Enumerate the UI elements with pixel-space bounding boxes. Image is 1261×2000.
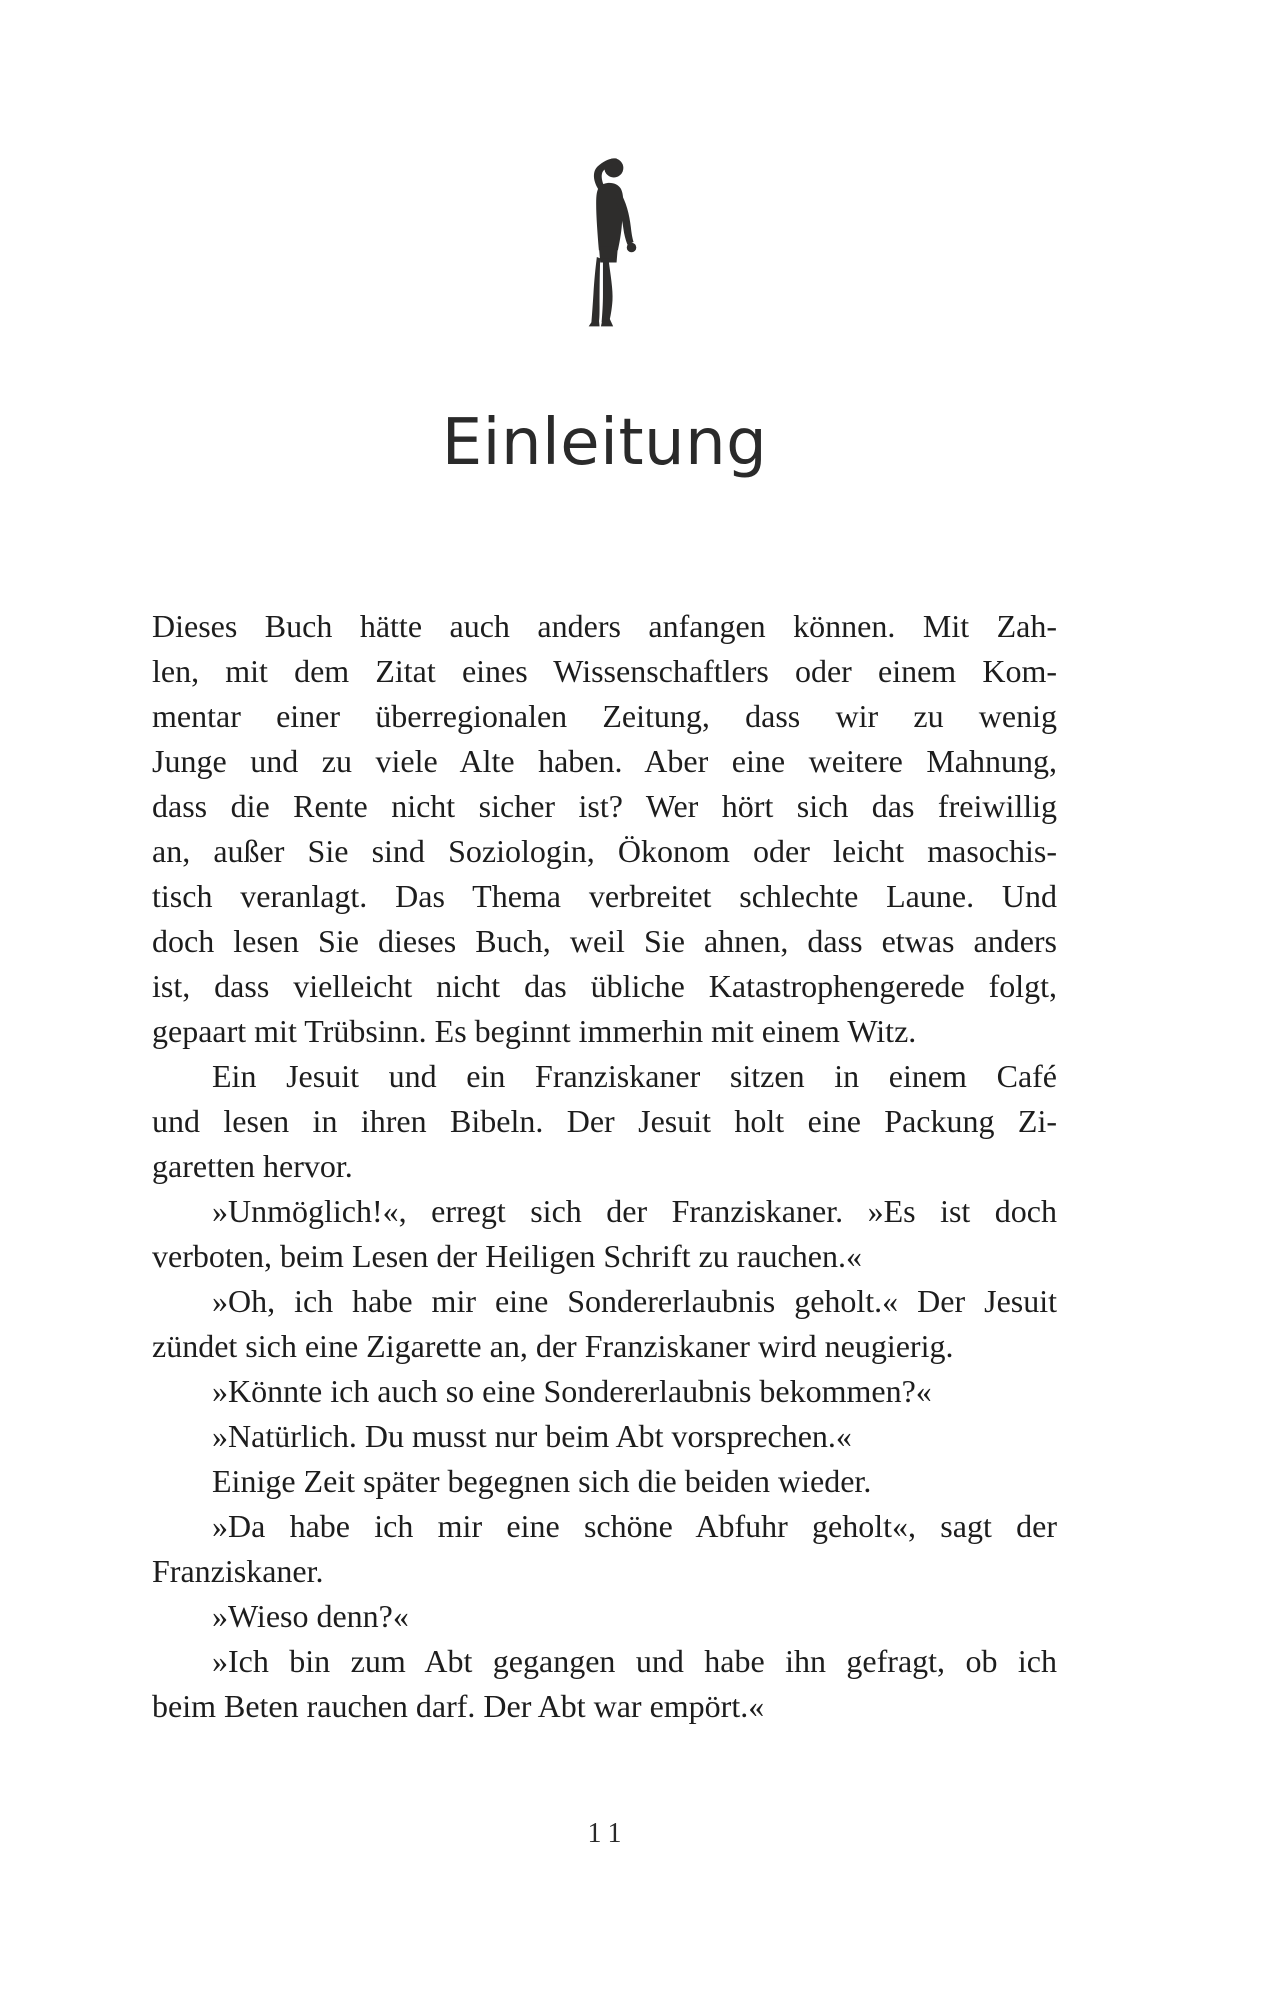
body-text-line: Einige Zeit später begegnen sich die beiden wieder. <box>212 1463 872 1499</box>
page-number: 11 <box>587 1818 629 1849</box>
page-content <box>152 0 1057 2000</box>
body-text-line: »Könnte ich auch so eine Sondererlaubnis bekommen?« <box>212 1373 932 1409</box>
body-text-line: doch lesen Sie dieses Buch, weil Sie ahnen, dass etwas anders <box>152 923 1057 959</box>
body-text-line: und lesen in ihren Bibeln. Der Jesuit holt eine Packung Zi- <box>152 1103 1057 1139</box>
body-text-line: garetten hervor. <box>152 1148 353 1184</box>
body-text-line: »Unmöglich!«, erregt sich der Franziskaner. »Es ist doch <box>212 1193 1057 1229</box>
body-text-line: »Wieso denn?« <box>212 1598 409 1634</box>
body-text-line: verboten, beim Lesen der Heiligen Schrift zu rauchen.« <box>152 1238 862 1274</box>
body-text-line: »Da habe ich mir eine schöne Abfuhr geholt«, sagt der <box>212 1508 1057 1544</box>
body-text-line: Junge und zu viele Alte haben. Aber eine weitere Mahnung, <box>152 743 1057 779</box>
body-text-line: tisch veranlagt. Das Thema verbreitet schlechte Laune. Und <box>152 878 1057 914</box>
chapter-title: Einleitung <box>441 406 768 480</box>
body-text-line: »Oh, ich habe mir eine Sondererlaubnis geholt.« Der Jesuit <box>212 1283 1057 1319</box>
body-text-line: »Natürlich. Du musst nur beim Abt vorsprechen.« <box>212 1418 852 1454</box>
chapter-figure <box>152 148 1057 332</box>
body-text-line: an, außer Sie sind Soziologin, Ökonom oder leicht masochis- <box>152 833 1057 869</box>
body-text-line: gepaart mit Trübsinn. Es beginnt immerhin mit einem Witz. <box>152 1013 917 1049</box>
body-text <box>152 604 1057 1729</box>
body-text-line: »Ich bin zum Abt gegangen und habe ihn gefragt, ob ich <box>212 1643 1057 1679</box>
person-silhouette-icon <box>571 148 639 332</box>
body-text-line: dass die Rente nicht sicher ist? Wer hört sich das freiwillig <box>152 788 1057 824</box>
body-text-line: beim Beten rauchen darf. Der Abt war empört.« <box>152 1688 765 1724</box>
body-text-line: Dieses Buch hätte auch anders anfangen können. Mit Zah- <box>152 608 1057 644</box>
body-text-line: ist, dass vielleicht nicht das übliche Katastrophengerede folgt, <box>152 968 1057 1004</box>
body-text-line: zündet sich eine Zigarette an, der Franziskaner wird neugierig. <box>152 1328 954 1364</box>
body-text-line: mentar einer überregionalen Zeitung, dass wir zu wenig <box>152 698 1057 734</box>
body-text-line: len, mit dem Zitat eines Wissenschaftlers oder einem Kom- <box>152 653 1057 689</box>
body-text-line: Ein Jesuit und ein Franziskaner sitzen in einem Café <box>212 1058 1057 1094</box>
body-text-line: Franziskaner. <box>152 1553 324 1589</box>
